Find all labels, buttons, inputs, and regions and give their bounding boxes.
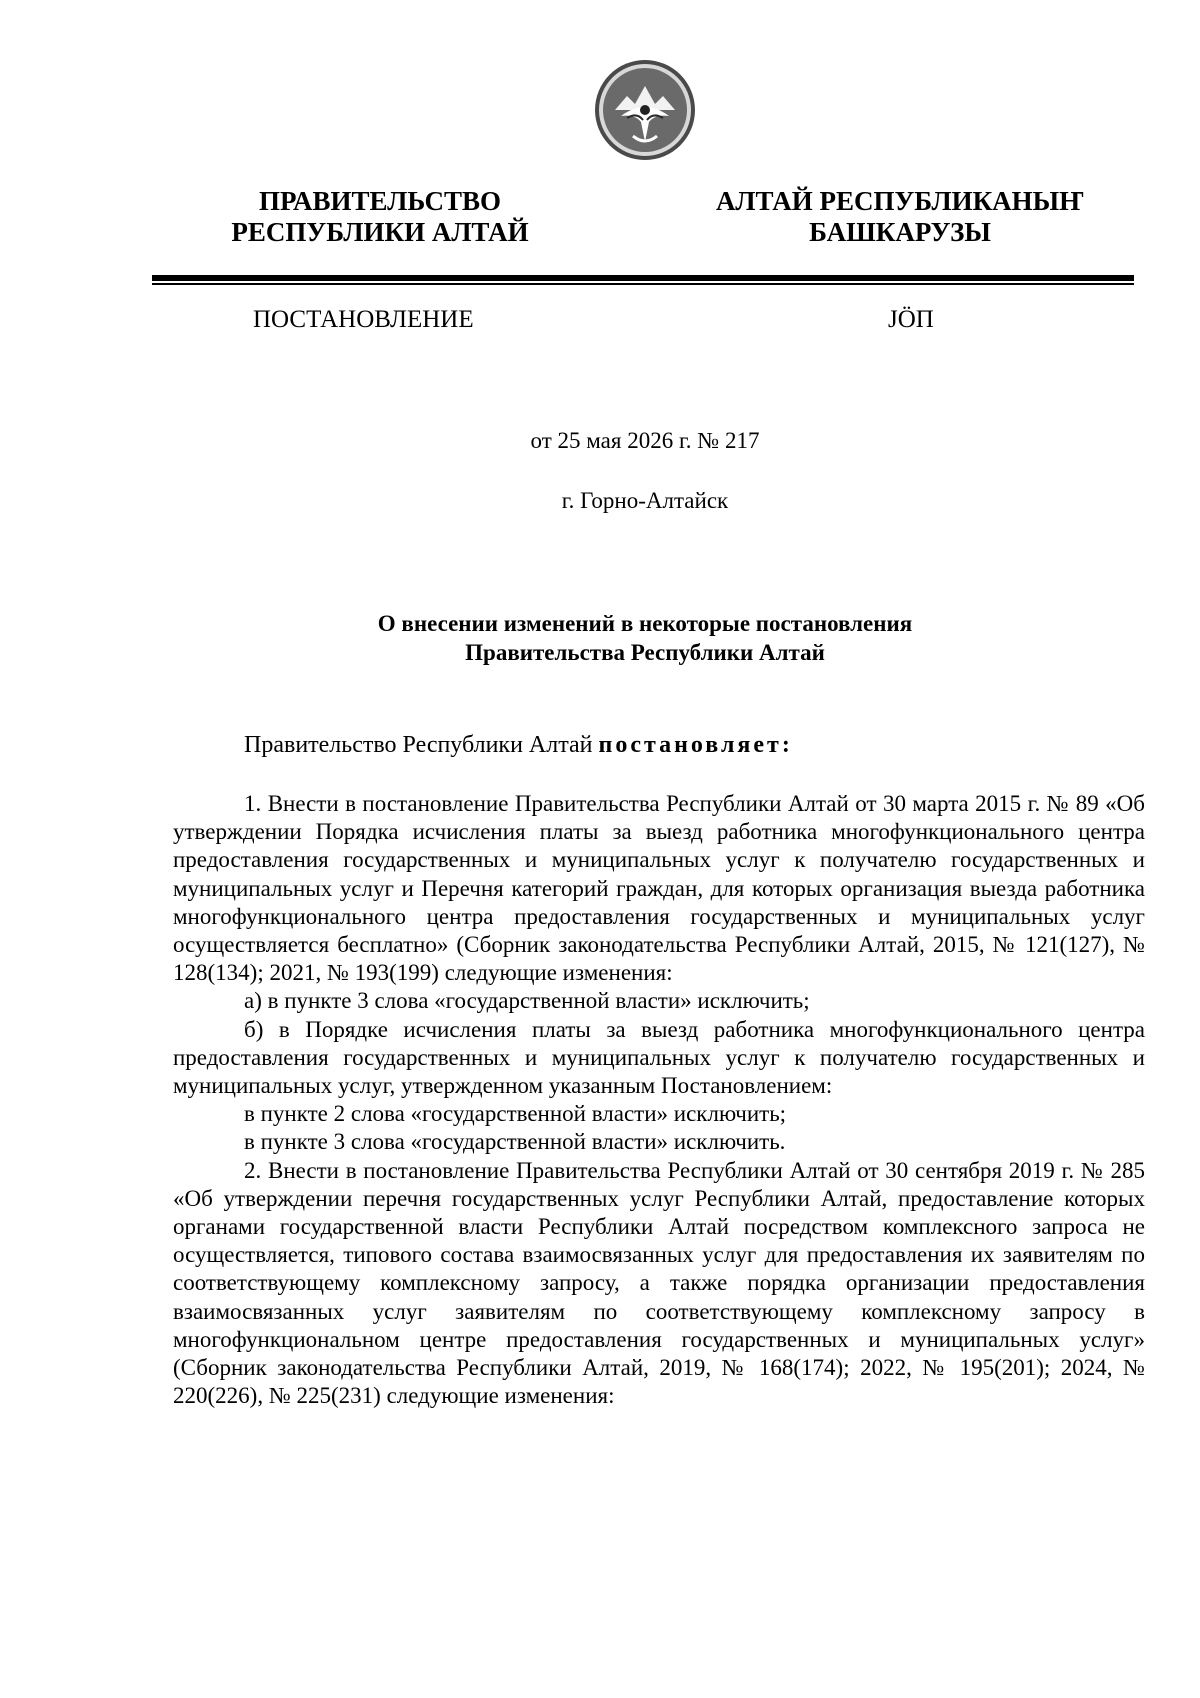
- header-divider-thick: [152, 275, 1134, 281]
- doc-type-alt: ЈӦП: [888, 306, 934, 333]
- paragraph-2: 2. Внести в постановление Правительства Республики Алтай от 30 сентября 2019 г. № 285 «Об утверждении перечня государственных услуг Республики Алтай, предоставление которых органами государственной власти Республики Алтай посредством комплексного запроса не осуществляется, типового состава взаимосвязанных услуг для предоставления их заявителям по соответствующему комплексному запросу, а также порядка организации предоставления взаимосвязанных услуг заявителям по соответствующему комплексному запросу в многофункциональном центре предоставления государственных и муниципальных услуг» (Сборник законодательства Республики Алтай, 2019, № 168(174); 2022, № 195(201); 2024, № 220(226), № 225(231) следующие изменения:: [173, 1157, 1145, 1409]
- document-title-line1: О внесении изменений в некоторые постановления: [377, 611, 913, 636]
- header-ru: [200, 186, 560, 248]
- header-alt-line1: АЛТАЙ РЕСПУБЛИКАНЫҤ: [715, 186, 1085, 216]
- document-body: [173, 790, 1145, 1410]
- coat-of-arms-emblem: [593, 58, 697, 162]
- header-divider-thin: [152, 283, 1134, 285]
- doc-type-ru: ПОСТАНОВЛЕНИЕ: [253, 306, 474, 333]
- document-title: [250, 609, 1040, 667]
- paragraph-1: 1. Внести в постановление Правительства Республики Алтай от 30 марта 2015 г. № 89 «Об утверждении Порядка исчисления платы за выезд работника многофункционального центра предоставления государственных и муниципальных услуг к получателю государственных и муниципальных услуг и Перечня категорий граждан, для которых организация выезда работника многофункционального центра предоставления государственных и муниципальных услуг осуществляется бесплатно» (Сборник законодательства Республики Алтай, 2015, № 121(127), № 128(134); 2021, № 193(199) следующие изменения:: [173, 791, 1145, 986]
- header-ru-line1: ПРАВИТЕЛЬСТВО: [258, 186, 502, 216]
- preamble-text: Правительство Республики Алтай: [244, 732, 599, 758]
- document-city: г. Горно-Алтайск: [561, 488, 729, 513]
- header-alt: [700, 186, 1100, 248]
- header-alt-line2: БАШКАРУЗЫ: [809, 217, 991, 247]
- document-title-line2: Правительства Республики Алтай: [465, 640, 825, 665]
- preamble: [244, 730, 793, 760]
- paragraph-1a: а) в пункте 3 слова «государственной власти» исключить;: [244, 988, 810, 1014]
- paragraph-1b-item1: в пункте 2 слова «государственной власти» исключить;: [244, 1101, 787, 1127]
- header-ru-line2: РЕСПУБЛИКИ АЛТАЙ: [231, 217, 529, 247]
- preamble-emphasis: постановляет:: [598, 732, 793, 758]
- paragraph-1b-item2: в пункте 3 слова «государственной власти» исключить.: [244, 1129, 786, 1155]
- document-date-number: от 25 мая 2026 г. № 217: [530, 428, 760, 453]
- paragraph-1b: б) в Порядке исчисления платы за выезд работника многофункционального центра предоставления государственных и муниципальных услуг к получателю государственных и муниципальных услуг, утвержденном указанным Постановлением:: [173, 1016, 1145, 1099]
